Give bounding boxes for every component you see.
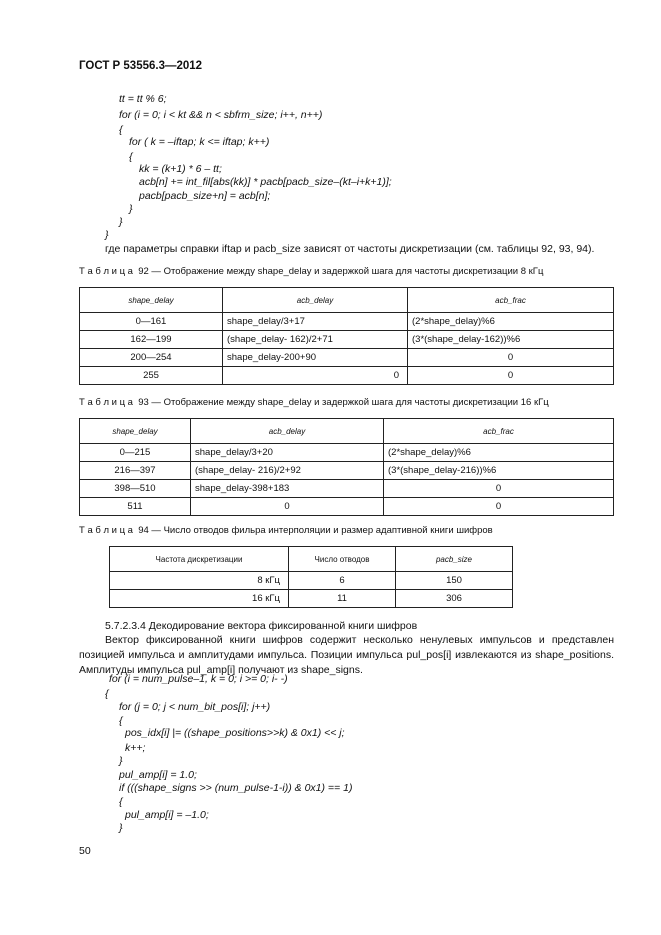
table-row [110, 590, 513, 608]
code-line: kk = (k+1) * 6 – tt; [139, 163, 222, 175]
code-line: pacb[pacb_size+n] = acb[n]; [139, 190, 271, 202]
table-cell: 0 [223, 367, 408, 385]
code-line: for (i = num_pulse–1, k = 0; i >= 0; i- -) [109, 673, 288, 685]
table-row [80, 367, 614, 385]
table-cell: 0 [384, 480, 614, 498]
table-cell: 255 [80, 367, 223, 385]
table-header-cell: acb_delay [223, 288, 408, 313]
table93 [79, 418, 614, 516]
code-line: } [119, 216, 123, 228]
code-line: pul_amp[i] = 1.0; [119, 769, 197, 781]
table-header-cell: shape_delay [80, 288, 223, 313]
table-cell: 200—254 [80, 349, 223, 367]
table94-caption: Т а б л и ц а 94 — Число отводов фильра интерполяции и размер адаптивной книги шифров [79, 525, 493, 536]
code-line: for (j = 0; j < num_bit_pos[i]; j++) [119, 701, 271, 713]
table-header-row [80, 288, 614, 313]
table93-caption: Т а б л и ц а 93 — Отображение между shape_delay и задержкой шага для частоты дискретизации 16 кГц [79, 397, 549, 408]
table-cell: 6 [289, 572, 396, 590]
table92-caption: Т а б л и ц а 92 — Отображение между shape_delay и задержкой шага для частоты дискретизации 8 кГц [79, 266, 544, 277]
table-header-cell: Число отводов [289, 547, 396, 572]
code-line: } [119, 822, 123, 834]
table-cell: (2*shape_delay)%6 [408, 313, 614, 331]
table-cell: 0 [191, 498, 384, 516]
code-line: { [105, 688, 109, 700]
table-cell: 216—397 [80, 462, 191, 480]
table-cell: 0 [408, 367, 614, 385]
code-line: } [119, 755, 123, 767]
table-cell: 398—510 [80, 480, 191, 498]
table-row [110, 572, 513, 590]
table-cell: (3*(shape_delay-216))%6 [384, 462, 614, 480]
table-cell: 162—199 [80, 331, 223, 349]
table-cell: (2*shape_delay)%6 [384, 444, 614, 462]
table-cell: 8 кГц [110, 572, 289, 590]
section-heading: 5.7.2.3.4 Декодирование вектора фиксированной книги шифров [105, 620, 418, 632]
table-header-cell: acb_frac [408, 288, 614, 313]
code-line: if (((shape_signs >> (num_pulse-1-i)) & 0x1) == 1) [119, 782, 353, 794]
code-line: pos_idx[i] |= ((shape_positions>>k) & 0x1) << j; [125, 727, 345, 739]
table-cell: 0—161 [80, 313, 223, 331]
table-cell: shape_delay-398+183 [191, 480, 384, 498]
code-line: } [129, 203, 133, 215]
table94 [109, 546, 513, 608]
table-row [80, 444, 614, 462]
page-number: 50 [79, 845, 91, 857]
table-row [80, 462, 614, 480]
code-line: { [129, 151, 133, 163]
code-line: for (i = 0; i < kt && n < sbfrm_size; i++, n++) [119, 109, 323, 121]
table-cell: 16 кГц [110, 590, 289, 608]
table-cell: 0 [408, 349, 614, 367]
code-line: } [105, 229, 109, 241]
table-header-row [80, 419, 614, 444]
code-line: acb[n] += int_fil[abs(kk)] * pacb[pacb_size–(kt–i+k+1)]; [139, 176, 392, 188]
table-header-cell: acb_frac [384, 419, 614, 444]
table-row [80, 313, 614, 331]
table-cell: 511 [80, 498, 191, 516]
table-cell: shape_delay/3+20 [191, 444, 384, 462]
table-cell: 150 [396, 572, 513, 590]
code-line: k++; [125, 742, 146, 754]
table-cell: (shape_delay- 162)/2+71 [223, 331, 408, 349]
code-line: { [119, 796, 123, 808]
table92 [79, 287, 614, 385]
code-line: for ( k = –iftap; k <= iftap; k++) [129, 136, 270, 148]
table-header-cell: acb_delay [191, 419, 384, 444]
table-header-row [110, 547, 513, 572]
table-cell: 306 [396, 590, 513, 608]
table-cell: 0—215 [80, 444, 191, 462]
code-line: tt = tt % 6; [119, 93, 167, 105]
code-line: pul_amp[i] = –1.0; [125, 809, 209, 821]
table-cell: 11 [289, 590, 396, 608]
table-cell: 0 [384, 498, 614, 516]
document-header: ГОСТ Р 53556.3—2012 [79, 60, 203, 72]
note-line: где параметры справки iftap и pacb_size зависят от частоты дискретизации (см. таблицы 92, 93, 94). [105, 243, 595, 255]
table-header-cell: shape_delay [80, 419, 191, 444]
table-row [80, 498, 614, 516]
table-row [80, 331, 614, 349]
table-cell: (shape_delay- 216)/2+92 [191, 462, 384, 480]
table-row [80, 349, 614, 367]
table-cell: (3*(shape_delay-162))%6 [408, 331, 614, 349]
table-header-cell: pacb_size [396, 547, 513, 572]
section-paragraph: Вектор фиксированной книги шифров содержит несколько ненулевых импульсов и представлен позицией импульса и амплитудами импульса. Позиции импульса pul_pos[i] извлекаются из shape_positions. Амплитуды импульса pul_amp[i] получают из shape_signs. [79, 634, 614, 676]
table-header-cell: Частота дискретизации [110, 547, 289, 572]
code-line: { [119, 124, 123, 136]
table-cell: shape_delay/3+17 [223, 313, 408, 331]
table-row [80, 480, 614, 498]
code-line: { [119, 715, 123, 727]
table-cell: shape_delay-200+90 [223, 349, 408, 367]
